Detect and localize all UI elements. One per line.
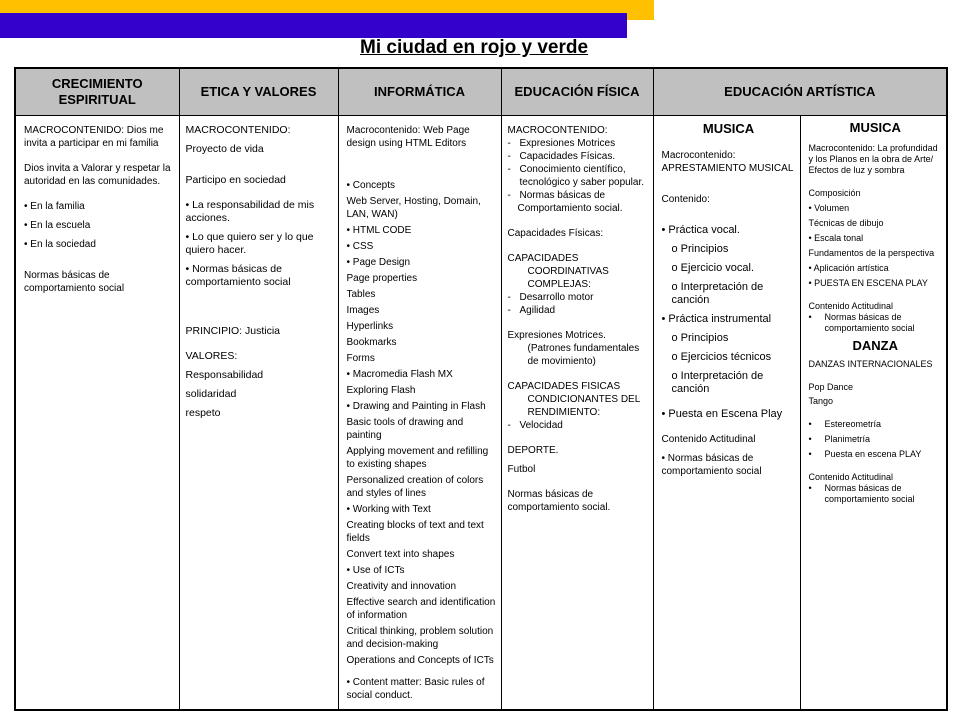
text: MACROCONTENIDO: (507, 125, 608, 136)
curriculum-table (14, 67, 948, 711)
list-item: • En la familia (24, 201, 85, 212)
list-item: • HTML CODE (346, 225, 412, 236)
page-title: Mi ciudad en rojo y verde (360, 37, 589, 58)
list-item: • Normas básicas de comportamiento social (185, 263, 291, 288)
list-item: • Práctica vocal. (661, 224, 740, 236)
list-item: Personalized creation of colors and styles of lines (346, 475, 484, 499)
text: PRINCIPIO: Justicia (185, 325, 281, 337)
header-educacion-artistica: EDUCACIÓN ARTÍSTICA (653, 68, 947, 116)
text: Macrocontenido: Web Page design using HTML Editors (346, 125, 470, 149)
text: Expresiones Motrices.(Patrones fundamentales de movimiento) (507, 330, 640, 367)
header-informatica: INFORMÁTICA (338, 68, 501, 116)
list-item: • Macromedia Flash MX (346, 369, 453, 380)
text: Contenido Actitudinal (808, 472, 894, 482)
text: Dios invita a Valorar y respetar la autoridad en las comunidades. (24, 163, 171, 187)
list-item: • Content matter: Basic rules of social conduct. (346, 677, 485, 701)
list-item: • PUESTA EN ESCENA PLAY (808, 278, 928, 288)
list-item: Bookmarks (346, 337, 397, 348)
list-item: o Principios (671, 332, 729, 344)
cell-informatica (338, 116, 501, 711)
list-item: Capacidades Físicas. (519, 151, 616, 162)
list-item: • La responsabilidad de mis acciones. (185, 199, 315, 224)
text: solidaridad (185, 388, 237, 400)
list-item: Web Server, Hosting, Domain, LAN, WAN) (346, 196, 481, 220)
list-item: • En la escuela (24, 220, 91, 231)
list-item: o Principios (671, 243, 729, 255)
text: Participo en sociedad (185, 174, 286, 186)
list-item: Normas básicas de comportamiento social (824, 312, 915, 333)
text: Responsabilidad (185, 369, 264, 381)
list-item: Expresiones Motrices (519, 138, 616, 149)
list-item: o Ejercicios técnicos (671, 351, 772, 363)
list-item: Exploring Flash (346, 385, 416, 396)
text: Técnicas de dibujo (808, 218, 884, 228)
cell-etica (179, 116, 338, 711)
cell-educacion-fisica: MACROCONTENIDO: - Expresiones Motrices - Capacidades Físicas. - Conocimiento científico, tecnológico y saber popular. - Normas básicas de Comportamiento social. Capacidades Físicas: CAPACIDADES COORDINATIVAS COMPLEJAS: - Desarrollo motor - Agilidad Expresiones Motrices.(Patrones fundamentales de movimiento) CAPACIDADES FISICAS CONDICIONANTES DEL RENDIMIENTO: - Velocidad DEPORTE. Futbol Normas básicas de comportamiento social. (501, 116, 653, 711)
header-crecimiento: CRECIMIENTO ESPIRITUAL (15, 68, 179, 116)
text: Contenido: (661, 194, 710, 205)
text: Contenido Actitudinal (661, 434, 756, 445)
list-item: • Use of ICTs (346, 565, 405, 576)
cell-crecimiento (15, 116, 179, 711)
list-item: Estereometría (824, 419, 882, 429)
list-item: • Page Design (346, 257, 411, 268)
list-item: • En la sociedad (24, 239, 96, 250)
list-item: Basic tools of drawing and painting (346, 417, 464, 441)
list-item: • Práctica instrumental (661, 313, 772, 325)
text: MACROCONTENIDO: Dios me invita a participar en mi familia (24, 125, 164, 149)
header-etica: ETICA Y VALORES (179, 68, 338, 116)
list-item: Convert text into shapes (346, 549, 455, 560)
text: Fundamentos de la perspectiva (808, 248, 935, 258)
list-item: Hyperlinks (346, 321, 394, 332)
text: Macrocontenido: La profundidad y los Planos en la obra de Arte/ Efectos de luz y sombra (808, 143, 938, 175)
cell-musica-2: MUSICA Macrocontenido: La profundidad y los Planos en la obra de Arte/ Efectos de luz y sombra Composición • Volumen Técnicas de dibujo • Escala tonal Fundamentos de la perspectiva • Aplicación artística • PUESTA EN ESCENA PLAY Contenido Actitudinal • Normas básicas de comportamiento social DANZA DANZAS INTERNACIONALES Pop Dance Tango • Estereometría • Planimetría • Puesta en escena PLAY Contenido Actitudinal • Normas básicas de comportamiento social (800, 116, 947, 711)
list-item: o Ejercicio vocal. (671, 262, 755, 274)
text: VALORES: (185, 350, 238, 362)
list-item: • CSS (346, 241, 374, 252)
text: MACROCONTENIDO: (185, 124, 291, 136)
list-item: o Interpretación de canción (671, 370, 764, 395)
text: Normas básicas de comportamiento social (24, 270, 125, 294)
text: Tango (808, 396, 834, 406)
cell-musica-1 (653, 116, 800, 711)
list-item: • Normas básicas de comportamiento social (661, 453, 762, 477)
list-item: Velocidad (519, 420, 563, 431)
list-item: Page properties (346, 273, 418, 284)
text: Macrocontenido: APRESTAMIENTO MUSICAL (661, 150, 794, 174)
text: Comportamiento social. (517, 203, 623, 214)
list-item: • Escala tonal (808, 233, 864, 243)
list-item: Agilidad (519, 305, 556, 316)
text: Proyecto de vida (185, 143, 264, 155)
section-title: MUSICA (702, 121, 755, 136)
list-item: • Drawing and Painting in Flash (346, 401, 486, 412)
list-item: Applying movement and refilling to existing shapes (346, 446, 489, 470)
list-item: Creating blocks of text and text fields (346, 520, 484, 544)
list-item: Operations and Concepts of ICTs (346, 655, 494, 666)
list-item: • Puesta en Escena Play (661, 408, 783, 420)
list-item: Effective search and identification of information (346, 597, 496, 621)
list-item: Desarrollo motor (519, 292, 594, 303)
list-item: • Working with Text (346, 504, 431, 515)
text: respeto (185, 407, 221, 419)
list-item: Normas básicas de (519, 190, 606, 201)
list-item: • Aplicación artística (808, 263, 889, 273)
text: Composición (808, 188, 861, 198)
list-item: • Lo que quiero ser y lo que quiero hacer. (185, 231, 314, 256)
section-title: MUSICA (849, 120, 901, 135)
list-item: o Interpretación de canción (671, 281, 764, 306)
list-item: Critical thinking, problem solution and decision-making (346, 626, 494, 650)
text: DANZAS INTERNACIONALES (808, 359, 933, 369)
list-item: Images (346, 305, 380, 316)
text: CAPACIDADES COORDINATIVAS COMPLEJAS: (507, 253, 609, 290)
list-item: Forms (346, 353, 375, 364)
list-item: • Volumen (808, 203, 850, 213)
list-item: Planimetría (824, 434, 871, 444)
list-item: Normas básicas de comportamiento social (824, 483, 915, 504)
informatica-list (347, 179, 497, 667)
text: Futbol (507, 464, 536, 475)
section-title: DANZA (852, 338, 898, 353)
text: CAPACIDADES FISICAS CONDICIONANTES DEL RENDIMIENTO: (507, 381, 640, 418)
content-row (15, 116, 947, 711)
header-educacion-fisica: EDUCACIÓN FÍSICA (501, 68, 653, 116)
blue-accent-bar (0, 13, 627, 38)
list-item: Puesta en escena PLAY (824, 449, 922, 459)
text: Capacidades Físicas: (507, 228, 604, 239)
text: DEPORTE. (507, 445, 559, 456)
text: Pop Dance (808, 382, 854, 392)
text: Contenido Actitudinal (808, 301, 894, 311)
list-item: Conocimiento científico, tecnológico y saber popular. (519, 164, 645, 188)
list-item: • Concepts (346, 180, 396, 191)
list-item: Tables (346, 289, 376, 300)
text: Normas básicas de comportamiento social. (507, 489, 611, 513)
list-item: Creativity and innovation (346, 581, 457, 592)
header-row (15, 68, 947, 116)
